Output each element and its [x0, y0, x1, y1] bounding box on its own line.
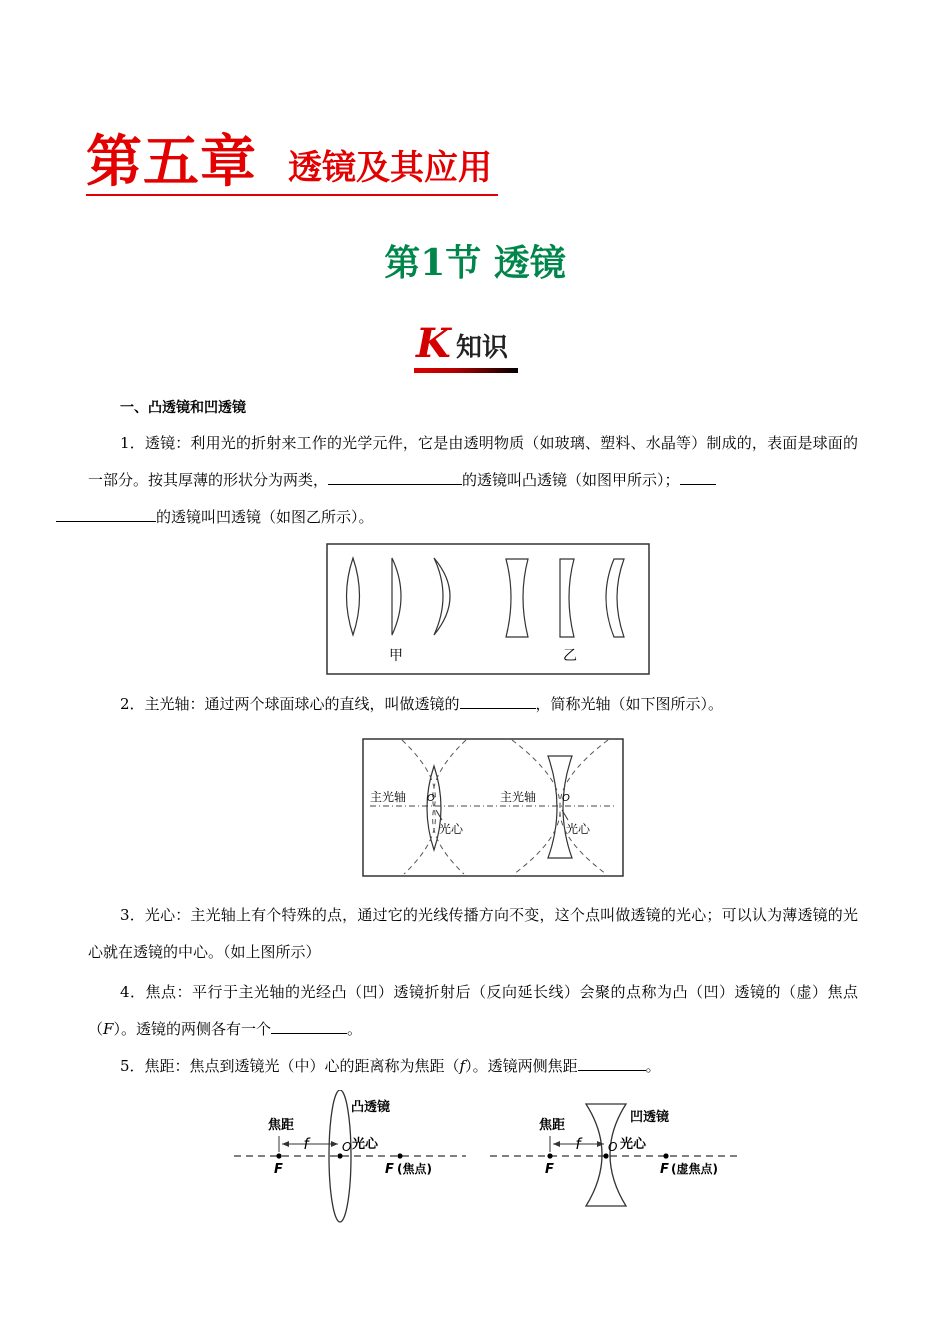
chapter-subtitle: 透镜及其应用 — [288, 148, 492, 188]
concave-F-right: F — [660, 1162, 669, 1177]
badge-letter: K — [416, 320, 451, 367]
p1-text-c: 的透镜叫凹透镜（如图乙所示）。 — [156, 508, 374, 526]
convex-center: 光心 — [352, 1137, 379, 1152]
fill-blank-5[interactable] — [578, 1056, 646, 1071]
p2-text-a: 2．主光轴：通过两个球面球心的直线，叫做透镜的 — [120, 695, 460, 713]
fill-blank-2a[interactable] — [680, 470, 716, 485]
p4-text-c: 。 — [346, 1020, 362, 1038]
p1-text-b: 的透镜叫凸透镜（如图甲所示）； — [462, 471, 680, 489]
fig2-axis-label-right: 主光轴 — [500, 790, 537, 804]
concave-o: O — [608, 1140, 618, 1154]
p5-f: f — [459, 1057, 466, 1075]
badge-text: 知识 — [456, 333, 509, 363]
convex-F-left: F — [274, 1162, 283, 1177]
chapter-number-title: 第五章 — [86, 129, 257, 195]
chapter-title — [86, 130, 498, 196]
p4-text-b: ）。透镜的两侧各有一个 — [113, 1020, 271, 1038]
p4-text-a: 4．焦点：平行于主光轴的光经凸（凹）透镜折射后（反向延长线）会聚的点称为凸（凹）透镜的（虚）焦点（ — [88, 983, 858, 1038]
fig2-axis-label-left: 主光轴 — [370, 790, 407, 804]
concave-focus: (虚焦点) — [671, 1162, 718, 1176]
concave-F-left: F — [545, 1162, 554, 1177]
convex-o: O — [342, 1140, 352, 1154]
concave-f: f — [575, 1135, 581, 1153]
concave-focal-label: 焦距 — [539, 1118, 566, 1133]
principal-axis-figure — [362, 738, 624, 878]
fill-blank-1[interactable] — [328, 470, 462, 485]
fig2-o-left: O — [427, 793, 435, 804]
focal-length-figure — [234, 1090, 746, 1226]
convex-f: f — [303, 1135, 309, 1153]
subsection-heading: 一、凸透镜和凹透镜 — [120, 400, 246, 416]
p5-text-a: 5．焦距：焦点到透镜光（中）心的距离称为焦距（ — [120, 1057, 460, 1075]
fill-blank-4[interactable] — [271, 1019, 347, 1034]
p5-text-c: 。 — [645, 1057, 661, 1075]
knowledge-badge — [414, 322, 520, 374]
convex-focal-label: 焦距 — [268, 1118, 295, 1133]
paragraph-focus — [88, 974, 858, 1048]
fill-blank-2b[interactable] — [56, 507, 156, 522]
convex-F-right: F — [385, 1162, 394, 1177]
badge-underline — [414, 368, 518, 373]
convex-lens-label: 凸透镜 — [351, 1100, 391, 1115]
concave-lens-label: 凹透镜 — [630, 1110, 670, 1125]
p5-text-b: ）。透镜两侧焦距 — [465, 1057, 578, 1075]
fig2-center-label-left: 光心 — [439, 822, 464, 836]
fig1-label-left: 甲 — [389, 648, 403, 664]
p1-text-a: 1．透镜：利用光的折射来工作的光学元件，它是由透明物质（如玻璃、塑料、水晶等）制成的，表面是球面的一部分。按其厚薄的形状分为两类， — [88, 434, 858, 489]
fill-blank-3[interactable] — [460, 694, 536, 709]
fig1-label-right: 乙 — [563, 648, 577, 664]
fig2-o-right: O — [562, 793, 570, 804]
concave-center: 光心 — [620, 1137, 647, 1152]
p4-f: F — [103, 1020, 114, 1038]
lens-shapes-figure — [326, 543, 650, 675]
fig2-center-label-right: 光心 — [566, 822, 591, 836]
paragraph-optical-center: 3．光心：主光轴上有个特殊的点，通过它的光线传播方向不变，这个点叫做透镜的光心；可以认为薄透镜的光心就在透镜的中心。（如上图所示） — [88, 906, 858, 961]
paragraph-lens — [88, 425, 858, 536]
section-title: 第1节 透镜 — [384, 242, 566, 284]
p2-text-b: ，简称光轴（如下图所示）。 — [535, 695, 724, 713]
convex-focus: (焦点) — [397, 1162, 432, 1176]
paragraph-principal-axis — [88, 686, 858, 723]
paragraph-focal-length — [88, 1048, 858, 1085]
